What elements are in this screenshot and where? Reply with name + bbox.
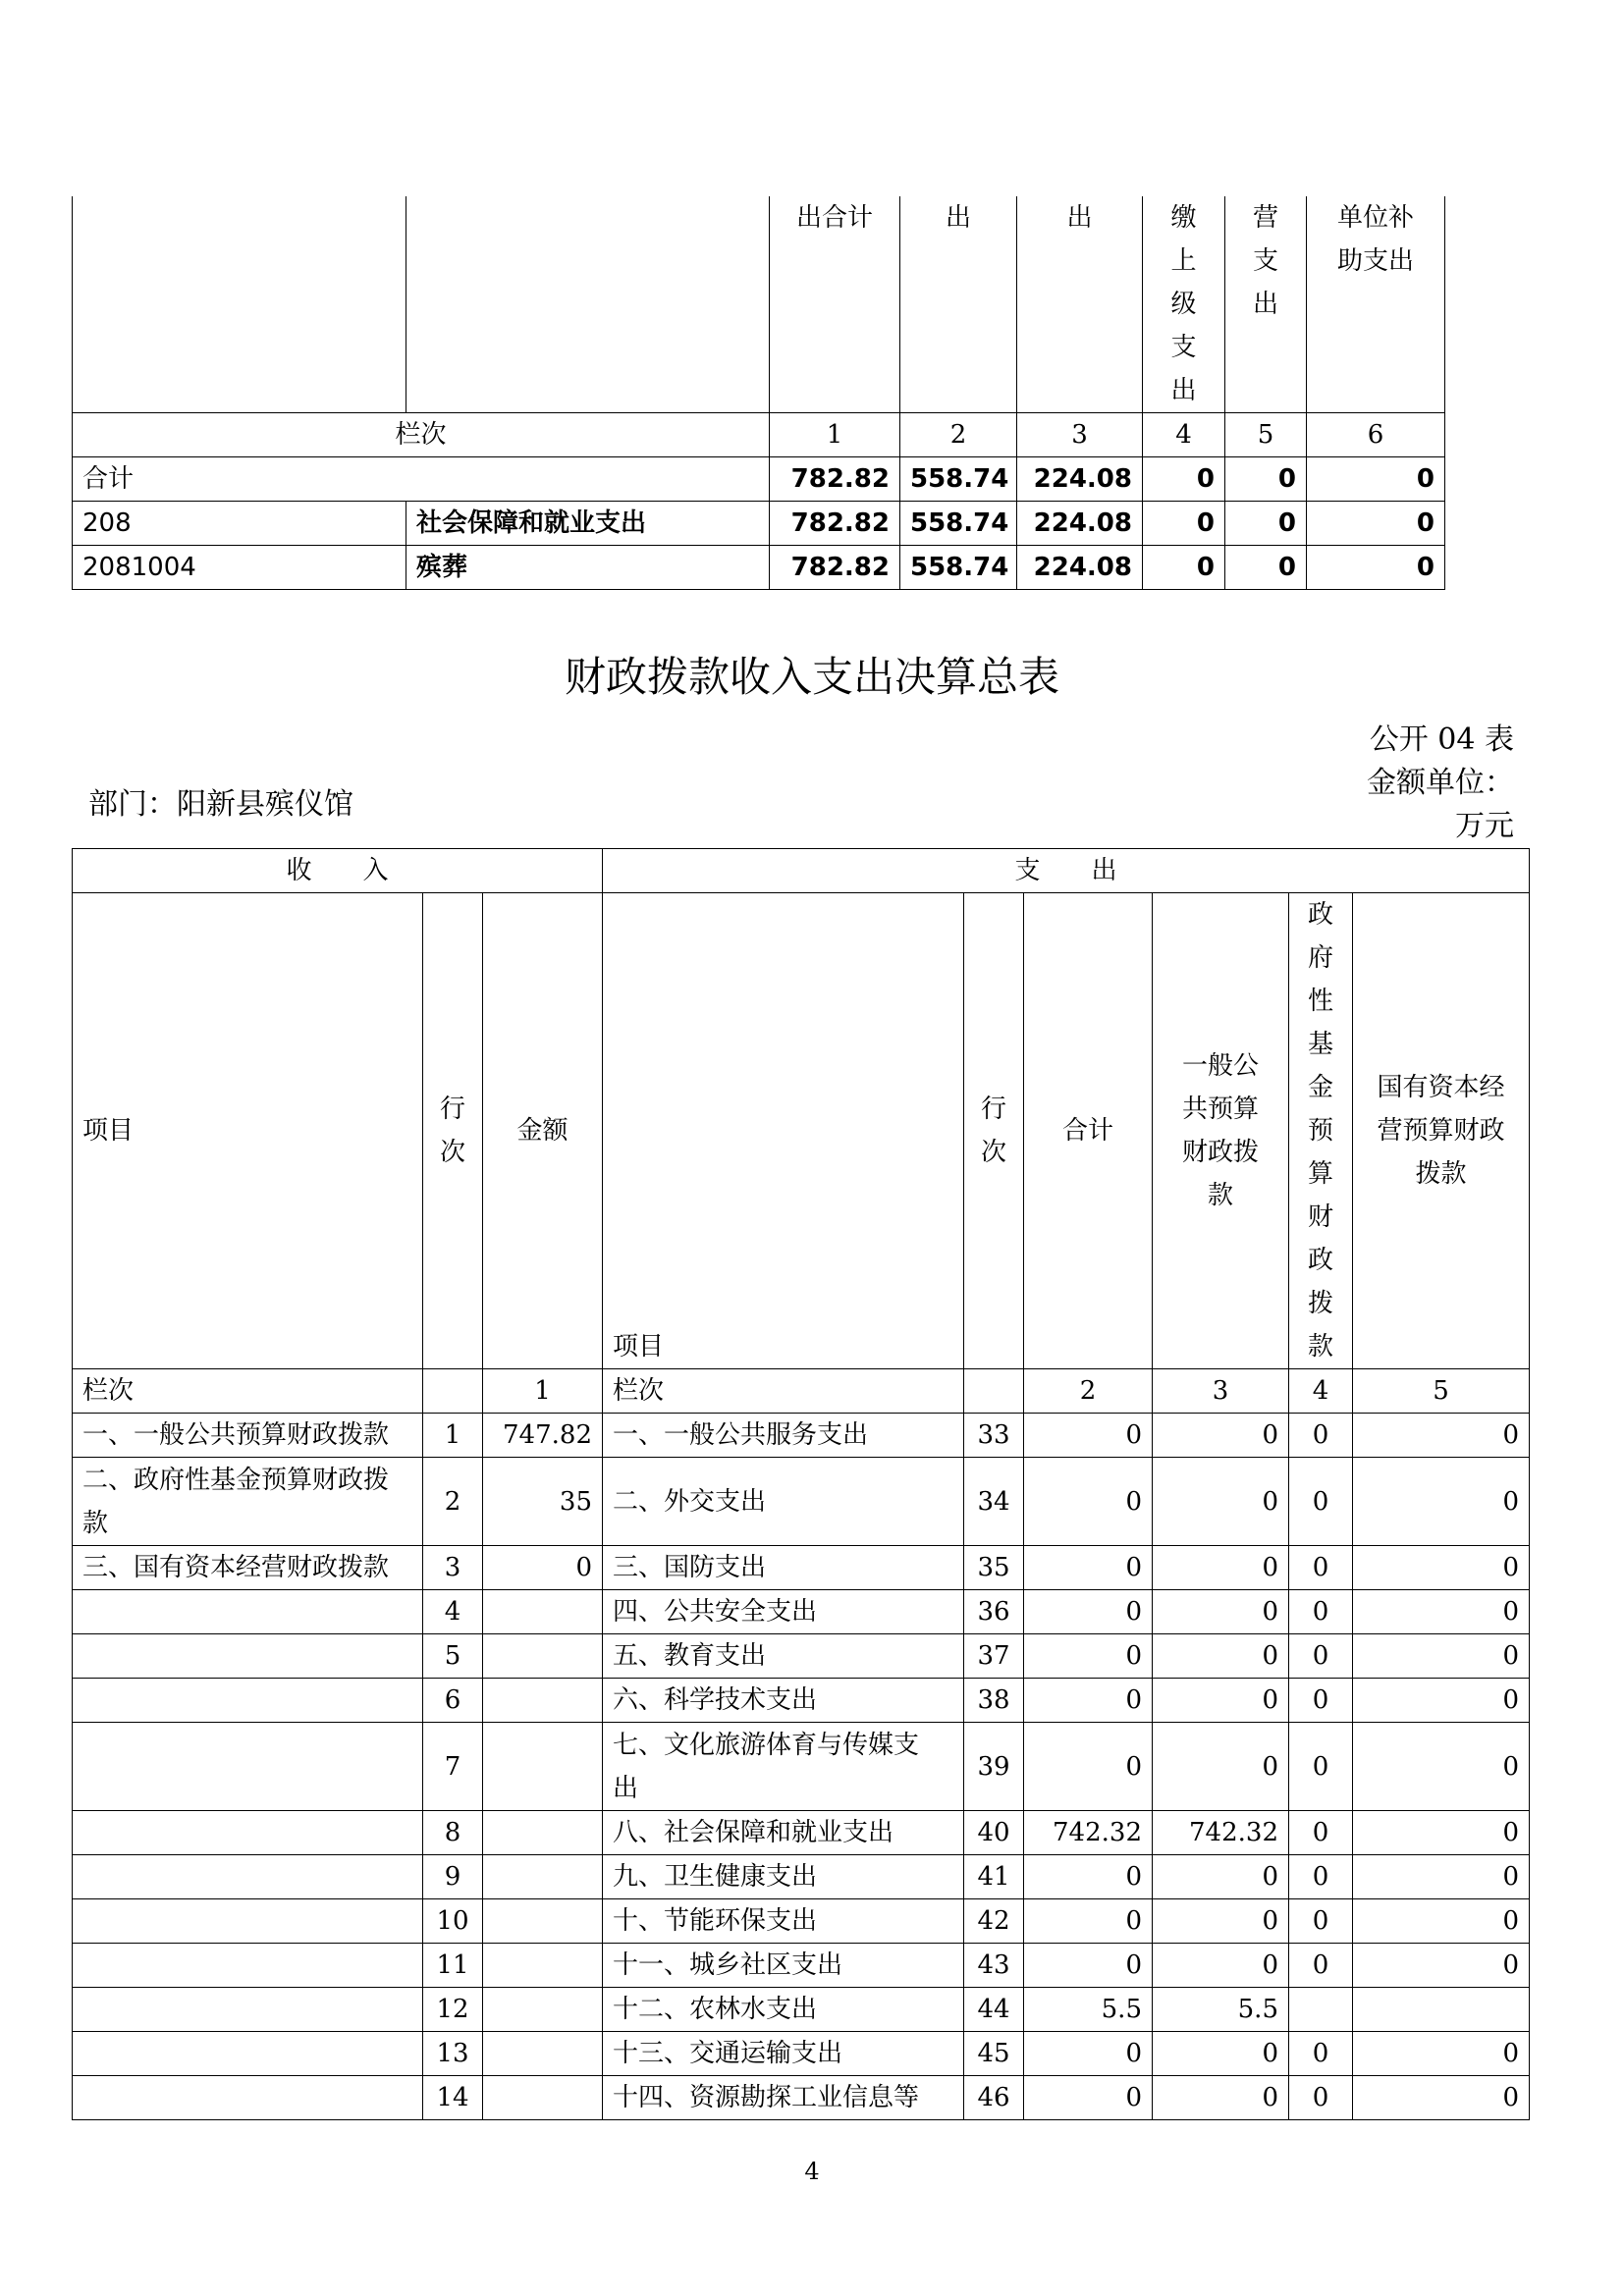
total-value: 0 bbox=[1024, 1723, 1153, 1811]
income-row-no: 11 bbox=[423, 1944, 483, 1988]
income-amount bbox=[483, 1723, 603, 1811]
top-column-numbers-label: 栏次 bbox=[73, 413, 770, 457]
expense-item: 十三、交通运输支出 bbox=[603, 2032, 964, 2076]
top-row-value: 0 bbox=[1225, 546, 1307, 590]
general-budget-value: 0 bbox=[1153, 1944, 1289, 1988]
top-row-value: 782.82 bbox=[770, 457, 900, 502]
top-row-value: 0 bbox=[1143, 546, 1225, 590]
top-row-value: 224.08 bbox=[1017, 546, 1143, 590]
total-value: 0 bbox=[1024, 1458, 1153, 1546]
expense-item: 九、卫生健康支出 bbox=[603, 1855, 964, 1899]
table-row bbox=[73, 2076, 1530, 2120]
income-row-no: 2 bbox=[423, 1458, 483, 1546]
top-header-col6: 单位补 助支出 bbox=[1307, 196, 1445, 413]
table-row bbox=[73, 1811, 1530, 1855]
income-row-no: 10 bbox=[423, 1899, 483, 1944]
expense-item: 十二、农林水支出 bbox=[603, 1988, 964, 2032]
income-row-no: 5 bbox=[423, 1634, 483, 1679]
top-row-value: 0 bbox=[1225, 457, 1307, 502]
expense-colnum-2: 2 bbox=[1024, 1369, 1153, 1414]
income-row-no: 3 bbox=[423, 1546, 483, 1590]
top-row-value: 0 bbox=[1143, 502, 1225, 546]
gov-fund-value: 0 bbox=[1289, 1458, 1353, 1546]
page-number: 4 bbox=[804, 2158, 820, 2185]
expense-row-no: 40 bbox=[964, 1811, 1024, 1855]
total-value: 0 bbox=[1024, 2032, 1153, 2076]
expense-item: 八、社会保障和就业支出 bbox=[603, 1811, 964, 1855]
income-row-no: 14 bbox=[423, 2076, 483, 2120]
general-budget-header: 一般公 共预算 财政拨 款 bbox=[1153, 893, 1289, 1369]
income-amount: 747.82 bbox=[483, 1414, 603, 1458]
blank-cell bbox=[964, 1369, 1024, 1414]
income-item bbox=[73, 2032, 423, 2076]
table-row bbox=[73, 2032, 1530, 2076]
expense-row-no: 41 bbox=[964, 1855, 1024, 1899]
table-row bbox=[73, 1723, 1530, 1811]
income-row-no: 13 bbox=[423, 2032, 483, 2076]
income-colnum-1: 1 bbox=[483, 1369, 603, 1414]
total-value: 0 bbox=[1024, 2076, 1153, 2120]
general-budget-value: 0 bbox=[1153, 1899, 1289, 1944]
expense-item: 四、公共安全支出 bbox=[603, 1590, 964, 1634]
gov-fund-value: 0 bbox=[1289, 1546, 1353, 1590]
total-header: 合计 bbox=[1024, 893, 1153, 1369]
expense-row-no-header: 行 次 bbox=[964, 893, 1024, 1369]
table-row bbox=[73, 1679, 1530, 1723]
income-item: 二、政府性基金预算财政拨 款 bbox=[73, 1458, 423, 1546]
income-amount bbox=[483, 1899, 603, 1944]
gov-fund-value: 0 bbox=[1289, 1634, 1353, 1679]
top-row-208 bbox=[73, 502, 1445, 546]
table-row bbox=[73, 1458, 1530, 1546]
gov-fund-value: 0 bbox=[1289, 1899, 1353, 1944]
top-row-total bbox=[73, 457, 1445, 502]
income-amount bbox=[483, 2032, 603, 2076]
income-item bbox=[73, 1899, 423, 1944]
expense-row-no: 35 bbox=[964, 1546, 1024, 1590]
top-colnum-3: 3 bbox=[1017, 413, 1143, 457]
expense-row-no: 39 bbox=[964, 1723, 1024, 1811]
expense-item: 三、国防支出 bbox=[603, 1546, 964, 1590]
expense-row-no: 44 bbox=[964, 1988, 1024, 2032]
expense-row-no: 43 bbox=[964, 1944, 1024, 1988]
income-item bbox=[73, 1811, 423, 1855]
general-budget-value: 0 bbox=[1153, 1723, 1289, 1811]
total-value: 742.32 bbox=[1024, 1811, 1153, 1855]
gov-fund-value: 0 bbox=[1289, 1723, 1353, 1811]
top-header-col5: 营 支 出 bbox=[1225, 196, 1307, 413]
expense-item: 五、教育支出 bbox=[603, 1634, 964, 1679]
top-row-value: 558.74 bbox=[900, 457, 1017, 502]
income-expense-table bbox=[72, 848, 1530, 2120]
top-colnum-5: 5 bbox=[1225, 413, 1307, 457]
expense-item: 二、外交支出 bbox=[603, 1458, 964, 1546]
general-budget-value: 0 bbox=[1153, 1590, 1289, 1634]
income-item bbox=[73, 1590, 423, 1634]
top-row-name: 社会保障和就业支出 bbox=[406, 502, 770, 546]
expense-item: 十一、城乡社区支出 bbox=[603, 1944, 964, 1988]
income-amount bbox=[483, 1679, 603, 1723]
top-colnum-2: 2 bbox=[900, 413, 1017, 457]
income-row-no: 4 bbox=[423, 1590, 483, 1634]
total-value: 0 bbox=[1024, 1899, 1153, 1944]
blank-cell bbox=[423, 1369, 483, 1414]
expense-colnum-5: 5 bbox=[1353, 1369, 1530, 1414]
top-row-2081004 bbox=[73, 546, 1445, 590]
top-header-blank-name bbox=[406, 196, 770, 413]
top-colnum-1: 1 bbox=[770, 413, 900, 457]
expense-row-no: 42 bbox=[964, 1899, 1024, 1944]
income-amount: 0 bbox=[483, 1546, 603, 1590]
top-row-value: 0 bbox=[1225, 502, 1307, 546]
general-budget-value: 5.5 bbox=[1153, 1988, 1289, 2032]
table-row bbox=[73, 1988, 1530, 2032]
gov-fund-value: 0 bbox=[1289, 1944, 1353, 1988]
gov-fund-header: 政 府 性 基 金 预 算 财 政 拨 款 bbox=[1289, 893, 1353, 1369]
total-value: 0 bbox=[1024, 1679, 1153, 1723]
expense-item: 六、科学技术支出 bbox=[603, 1679, 964, 1723]
expense-row-no: 45 bbox=[964, 2032, 1024, 2076]
gov-fund-value: 0 bbox=[1289, 2032, 1353, 2076]
expense-colnum-3: 3 bbox=[1153, 1369, 1289, 1414]
top-row-code: 合计 bbox=[73, 457, 770, 502]
income-row-no: 1 bbox=[423, 1414, 483, 1458]
expense-row-no: 37 bbox=[964, 1634, 1024, 1679]
total-value: 0 bbox=[1024, 1590, 1153, 1634]
income-item: 一、一般公共预算财政拨款 bbox=[73, 1414, 423, 1458]
general-budget-value: 0 bbox=[1153, 1855, 1289, 1899]
total-value: 0 bbox=[1024, 1546, 1153, 1590]
income-amount: 35 bbox=[483, 1458, 603, 1546]
general-budget-value: 0 bbox=[1153, 1634, 1289, 1679]
state-capital-value: 0 bbox=[1353, 1944, 1530, 1988]
gov-fund-value: 0 bbox=[1289, 1679, 1353, 1723]
state-capital-value: 0 bbox=[1353, 2076, 1530, 2120]
general-budget-value: 0 bbox=[1153, 1679, 1289, 1723]
state-capital-value: 0 bbox=[1353, 1811, 1530, 1855]
top-header-col1: 出合计 bbox=[770, 196, 900, 413]
state-capital-value bbox=[1353, 1988, 1530, 2032]
expense-column-numbers-label: 栏次 bbox=[603, 1369, 964, 1414]
income-item bbox=[73, 2076, 423, 2120]
income-item bbox=[73, 1988, 423, 2032]
income-column-numbers-label: 栏次 bbox=[73, 1369, 423, 1414]
top-colnum-4: 4 bbox=[1143, 413, 1225, 457]
income-amount bbox=[483, 2076, 603, 2120]
top-row-code: 208 bbox=[73, 502, 406, 546]
expense-row-no: 33 bbox=[964, 1414, 1024, 1458]
gov-fund-value: 0 bbox=[1289, 1590, 1353, 1634]
state-capital-header: 国有资本经 营预算财政 拨款 bbox=[1353, 893, 1530, 1369]
total-value: 0 bbox=[1024, 1855, 1153, 1899]
state-capital-value: 0 bbox=[1353, 2032, 1530, 2076]
expense-item: 十四、资源勘探工业信息等 bbox=[603, 2076, 964, 2120]
state-capital-value: 0 bbox=[1353, 1590, 1530, 1634]
total-value: 0 bbox=[1024, 1944, 1153, 1988]
state-capital-value: 0 bbox=[1353, 1679, 1530, 1723]
general-budget-value: 0 bbox=[1153, 1546, 1289, 1590]
expense-colnum-4: 4 bbox=[1289, 1369, 1353, 1414]
gov-fund-value: 0 bbox=[1289, 1811, 1353, 1855]
top-header-col3: 出 bbox=[1017, 196, 1143, 413]
general-budget-value: 0 bbox=[1153, 1414, 1289, 1458]
income-amount bbox=[483, 1811, 603, 1855]
table-row bbox=[73, 1546, 1530, 1590]
form-code: 公开 04 表 bbox=[1369, 722, 1514, 757]
expense-item: 七、文化旅游体育与传媒支 出 bbox=[603, 1723, 964, 1811]
table-row bbox=[73, 1944, 1530, 1988]
top-colnum-6: 6 bbox=[1307, 413, 1445, 457]
income-item bbox=[73, 1723, 423, 1811]
income-row-no: 12 bbox=[423, 1988, 483, 2032]
table-row bbox=[73, 1414, 1530, 1458]
general-budget-value: 742.32 bbox=[1153, 1811, 1289, 1855]
expense-row-no: 46 bbox=[964, 2076, 1024, 2120]
income-amount bbox=[483, 1855, 603, 1899]
table-row bbox=[73, 1634, 1530, 1679]
top-header-col2: 出 bbox=[900, 196, 1017, 413]
expense-item-header: 项目 bbox=[603, 893, 964, 1369]
top-row-value: 0 bbox=[1307, 546, 1445, 590]
page-title: 财政拨款收入支出决算总表 bbox=[564, 653, 1059, 701]
total-value: 0 bbox=[1024, 1634, 1153, 1679]
total-value: 5.5 bbox=[1024, 1988, 1153, 2032]
income-amount bbox=[483, 1944, 603, 1988]
unit-value: 万元 bbox=[1455, 809, 1514, 843]
expense-row-no: 38 bbox=[964, 1679, 1024, 1723]
income-row-no: 7 bbox=[423, 1723, 483, 1811]
general-budget-value: 0 bbox=[1153, 2076, 1289, 2120]
state-capital-value: 0 bbox=[1353, 1723, 1530, 1811]
top-row-code: 2081004 bbox=[73, 546, 406, 590]
top-header-col4: 缴 上 级 支 出 bbox=[1143, 196, 1225, 413]
income-item: 三、国有资本经营财政拨款 bbox=[73, 1546, 423, 1590]
expense-item: 十、节能环保支出 bbox=[603, 1899, 964, 1944]
total-value: 0 bbox=[1024, 1414, 1153, 1458]
income-amount-header: 金额 bbox=[483, 893, 603, 1369]
expense-section-header: 支 出 bbox=[603, 849, 1530, 893]
table-row bbox=[73, 1590, 1530, 1634]
expense-row-no: 36 bbox=[964, 1590, 1024, 1634]
top-row-value: 0 bbox=[1307, 502, 1445, 546]
income-amount bbox=[483, 1590, 603, 1634]
income-row-no: 6 bbox=[423, 1679, 483, 1723]
state-capital-value: 0 bbox=[1353, 1855, 1530, 1899]
state-capital-value: 0 bbox=[1353, 1634, 1530, 1679]
top-header-blank-code bbox=[73, 196, 406, 413]
expense-row-no: 34 bbox=[964, 1458, 1024, 1546]
income-section-header: 收 入 bbox=[73, 849, 603, 893]
general-budget-value: 0 bbox=[1153, 2032, 1289, 2076]
state-capital-value: 0 bbox=[1353, 1458, 1530, 1546]
top-row-name: 殡葬 bbox=[406, 546, 770, 590]
top-row-value: 224.08 bbox=[1017, 457, 1143, 502]
income-item bbox=[73, 1679, 423, 1723]
top-row-value: 782.82 bbox=[770, 546, 900, 590]
income-row-no: 9 bbox=[423, 1855, 483, 1899]
top-row-value: 782.82 bbox=[770, 502, 900, 546]
income-item bbox=[73, 1634, 423, 1679]
gov-fund-value: 0 bbox=[1289, 1414, 1353, 1458]
state-capital-value: 0 bbox=[1353, 1899, 1530, 1944]
income-item bbox=[73, 1944, 423, 1988]
income-row-no: 8 bbox=[423, 1811, 483, 1855]
table-row bbox=[73, 1855, 1530, 1899]
income-item bbox=[73, 1855, 423, 1899]
top-row-value: 558.74 bbox=[900, 502, 1017, 546]
expense-item: 一、一般公共服务支出 bbox=[603, 1414, 964, 1458]
top-row-value: 558.74 bbox=[900, 546, 1017, 590]
income-amount bbox=[483, 1634, 603, 1679]
department: 部门：阳新县殡仪馆 bbox=[88, 787, 353, 822]
gov-fund-value bbox=[1289, 1988, 1353, 2032]
state-capital-value: 0 bbox=[1353, 1546, 1530, 1590]
income-item-header: 项目 bbox=[73, 893, 423, 1369]
top-row-value: 0 bbox=[1307, 457, 1445, 502]
income-row-no-header: 行 次 bbox=[423, 893, 483, 1369]
top-row-value: 0 bbox=[1143, 457, 1225, 502]
state-capital-value: 0 bbox=[1353, 1414, 1530, 1458]
general-budget-value: 0 bbox=[1153, 1458, 1289, 1546]
unit-label: 金额单位： bbox=[1367, 766, 1514, 800]
gov-fund-value: 0 bbox=[1289, 1855, 1353, 1899]
top-row-value: 224.08 bbox=[1017, 502, 1143, 546]
top-expenditure-table bbox=[72, 196, 1445, 590]
income-amount bbox=[483, 1988, 603, 2032]
gov-fund-value: 0 bbox=[1289, 2076, 1353, 2120]
table-row bbox=[73, 1899, 1530, 1944]
